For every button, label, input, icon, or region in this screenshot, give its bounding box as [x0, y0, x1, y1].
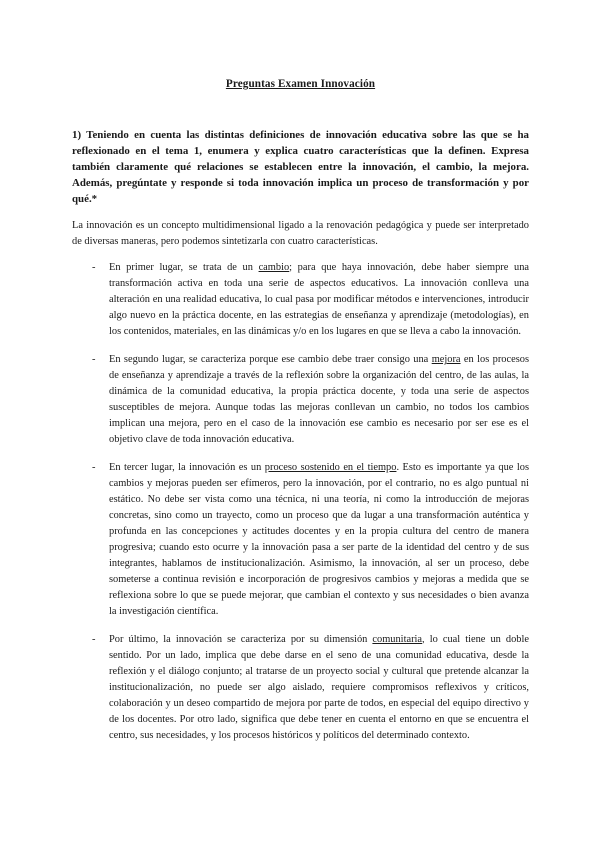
point-text: , lo cual tiene un doble sentido. Por un lado, implica que debe darse en el seno de una comunidad educativa, desde la reflexión y el diálogo conjunto; al tratarse de un proyecto social y cultural que pretende alcanzar la institucionalización, no puede ser algo aislado, requiere compromisos reflexivos y críticos, colaboración y un deseo compartido de mejora por parte de todos, en especial del equipo directivo y de los docentes. Por otro lado, significa que debe tener en cuenta el entorno en que se encuentra el centro, sus necesidades, y los procesos históricos y políticos del determinado contexto. — [109, 634, 529, 742]
document-title: Preguntas Examen Innovación — [225, 78, 376, 90]
point-text: En segundo lugar, se caracteriza porque ese cambio debe traer consigo una — [109, 354, 432, 366]
bullet-dash: - — [92, 462, 96, 474]
bullet-dash: - — [92, 354, 96, 366]
point-text: en los procesos de enseñanza y aprendizaje a través de la reflexión sobre la organización del centro, de las aulas, la dinámica de la comunidad educativa, la propia práctica docente, y toda una serie de aspectos susceptibles de mejora. Aunque todas las mejoras conllevan un cambio, no todos los cambios implican una mejora, pero en el caso de la innovación ese cambio es necesario por ser ese es el objetivo clave de toda innovación educativa. — [109, 354, 530, 446]
point-text: En primer lugar, se trata de un — [109, 262, 259, 274]
key-term: proceso sostenido en el tiempo — [264, 462, 397, 474]
intro-paragraph: La innovación es un concepto multidimensional ligado a la renovación pedagógica y puede ser interpretado de diversas maneras, pero podemos sintetizarla con cuatro características. — [72, 220, 529, 248]
list-item — [72, 632, 529, 744]
bullet-dash: - — [92, 634, 96, 646]
point-text: . Esto es importante ya que los cambios y mejoras pueden ser efímeros, pero la innovación, por el contrario, no es algo puntual ni estático. No debe ser vista como una técnica, ni una teoría, ni como la introducción de mejoras concretas, sino como un trayecto, como un proceso que da lugar a una transformación auténtica y profunda en las concepciones y actitudes docentes y en la propia cultura del centro de manera progresiva; cuando esto ocurre y la innovación pasa a ser parte de la identidad del centro y de sus integrantes, hablamos de institucionalización. Asimismo, la innovación, al ser un proceso, debe someterse a continua revisión e incorporación de progresivos cambios y mejoras a medida que se reflexiona sobre lo que se puede mejorar, que cambian el contexto y sus necesidades o bien avanza la investigación científica. — [109, 462, 530, 618]
list-item — [72, 352, 529, 448]
key-term: mejora — [431, 354, 461, 366]
document-page — [72, 78, 529, 756]
exam-question: 1) Teniendo en cuenta las distintas definiciones de innovación educativa sobre las que se ha reflexionado en el tema 1, enumera y explica cuatro características que la definen. Expresa también claramente qué relaciones se establecen entre la innovación, el cambio, la mejora. Además, pregúntate y responde si toda innovación implica un proceso de transformación y por qué.* — [72, 129, 529, 206]
key-term: cambio — [258, 262, 290, 274]
point-text: En tercer lugar, la innovación es un — [109, 462, 265, 474]
key-term: comunitaria — [372, 634, 423, 646]
point-text: ; para que haya innovación, debe haber siempre una transformación activa en toda una serie de aspectos educativos. La innovación conlleva una alteración en una realidad educativa, lo cual pasa por modificar métodos e intervenciones, introducir algo nuevo en la práctica docente, en las estrategias de enseñanza y aprendizaje (metodologías), en los contenidos, materiales, en las dinámicas y/o en los lugares en que se lleva a cabo la innovación. — [109, 262, 530, 338]
point-text: Por último, la innovación se caracteriza por su dimensión — [109, 634, 373, 646]
bullet-dash: - — [92, 262, 96, 274]
characteristics-list — [72, 260, 529, 744]
list-item — [72, 460, 529, 620]
list-item — [72, 260, 529, 340]
